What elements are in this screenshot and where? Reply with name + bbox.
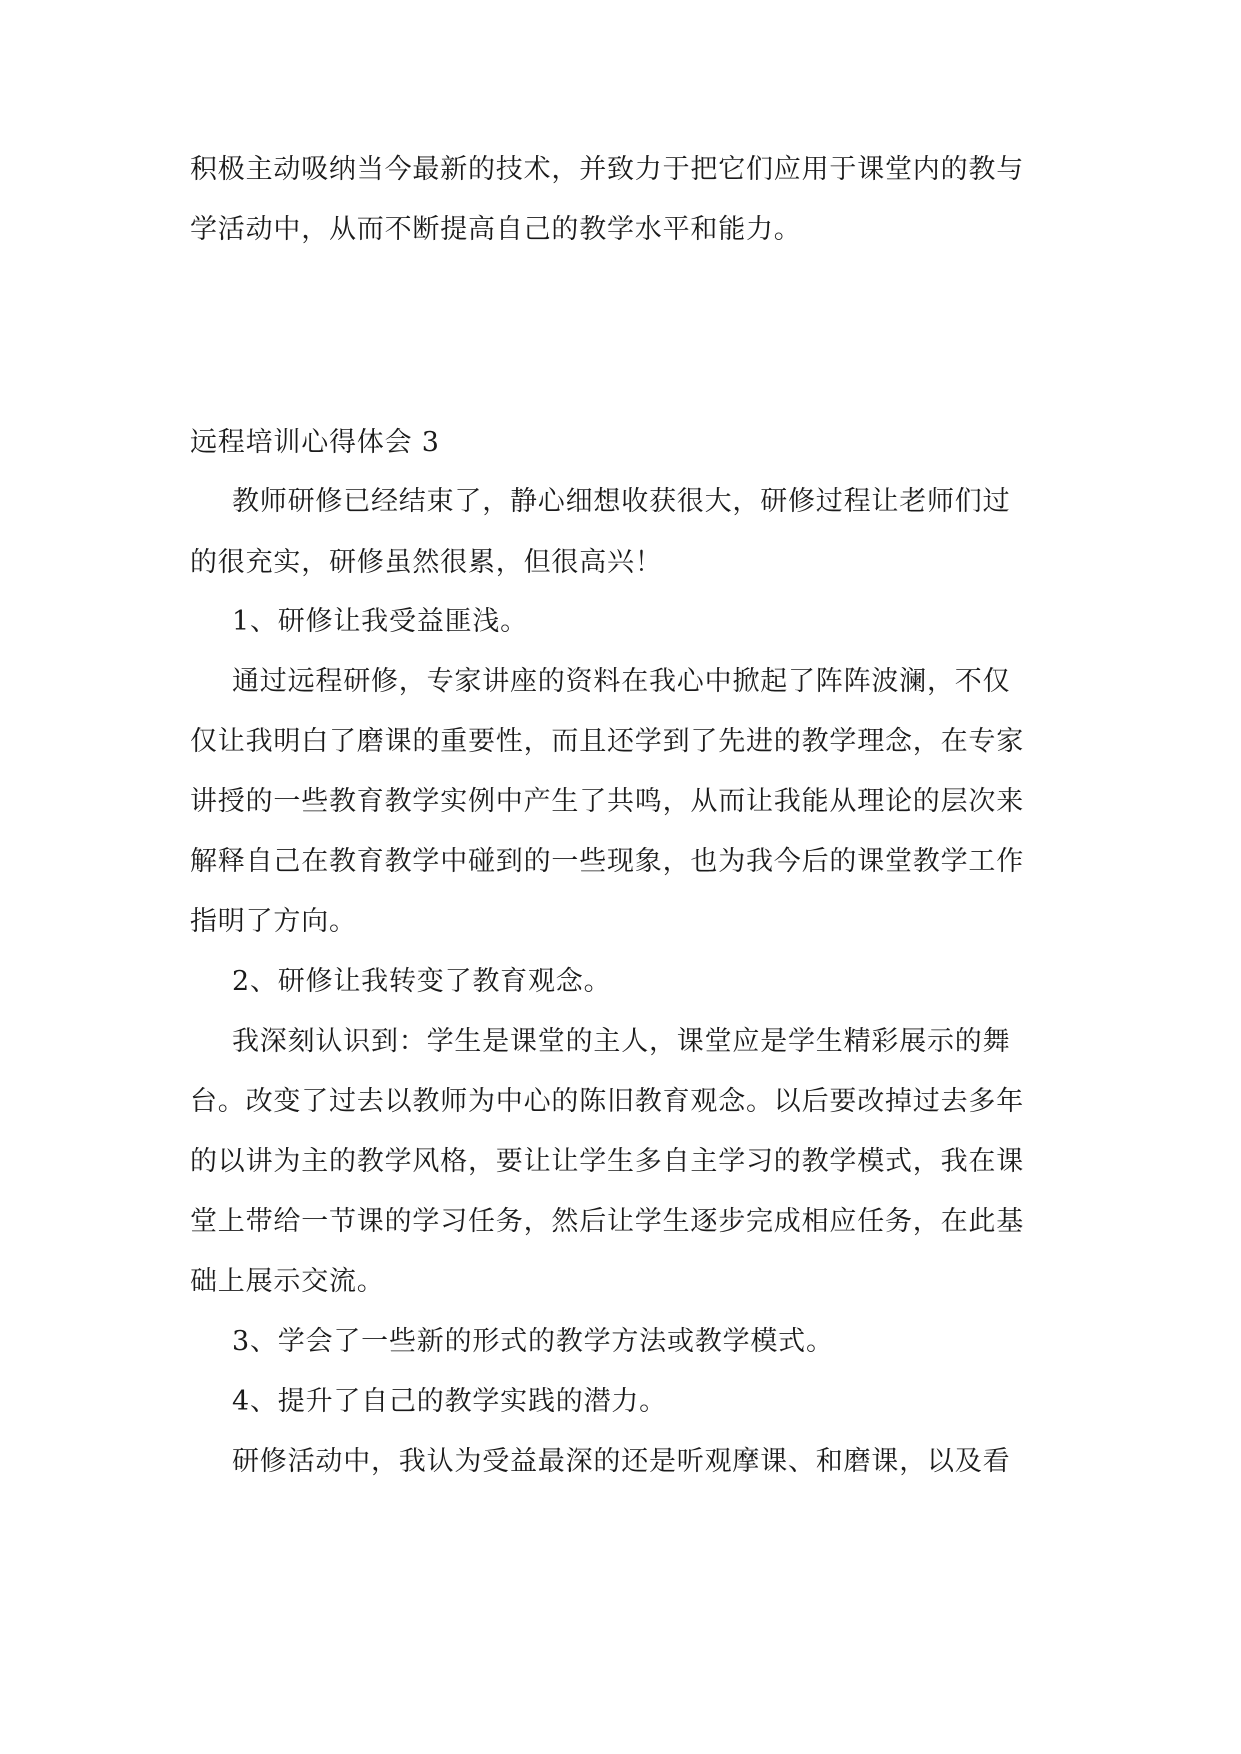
paragraph3-line-2: 台。改变了过去以教师为中心的陈旧教育观念。以后要改掉过去多年 [190,1086,1024,1117]
paragraph2-line-1: 通过远程研修，专家讲座的资料在我心中掀起了阵阵波澜，不仅 [232,666,1011,697]
paragraph3-line-5: 础上展示交流。 [190,1266,385,1297]
paragraph2-line-5: 指明了方向。 [190,906,357,937]
intro-line-1: 积极主动吸纳当今最新的技术，并致力于把它们应用于课堂内的教与 [190,154,1024,185]
point-2: 2、研修让我转变了教育观念。 [232,966,612,997]
paragraph1-line-1: 教师研修已经结束了，静心细想收获很大，研修过程让老师们过 [232,486,1011,517]
paragraph4-line-1: 研修活动中，我认为受益最深的还是听观摩课、和磨课，以及看 [232,1446,1011,1477]
paragraph2-line-2: 仅让我明白了磨课的重要性，而且还学到了先进的教学理念，在专家 [190,726,1024,757]
paragraph3-line-1: 我深刻认识到：学生是课堂的主人，课堂应是学生精彩展示的舞 [232,1026,1011,1057]
point-3: 3、学会了一些新的形式的教学方法或教学模式。 [232,1326,834,1357]
paragraph1-line-2: 的很充实，研修虽然很累，但很高兴！ [190,547,663,578]
paragraph3-line-4: 堂上带给一节课的学习任务，然后让学生逐步完成相应任务，在此基 [190,1206,1024,1237]
point-4: 4、提升了自己的教学实践的潜力。 [232,1386,667,1417]
intro-line-2: 学活动中，从而不断提高自己的教学水平和能力。 [190,214,802,245]
point-1: 1、研修让我受益匪浅。 [232,606,528,637]
section-title: 远程培训心得体会 3 [190,427,440,458]
paragraph3-line-3: 的以讲为主的教学风格，要让让学生多自主学习的教学模式，我在课 [190,1146,1024,1177]
paragraph2-line-3: 讲授的一些教育教学实例中产生了共鸣，从而让我能从理论的层次来 [190,786,1024,817]
paragraph2-line-4: 解释自己在教育教学中碰到的一些现象，也为我今后的课堂教学工作 [190,846,1024,877]
